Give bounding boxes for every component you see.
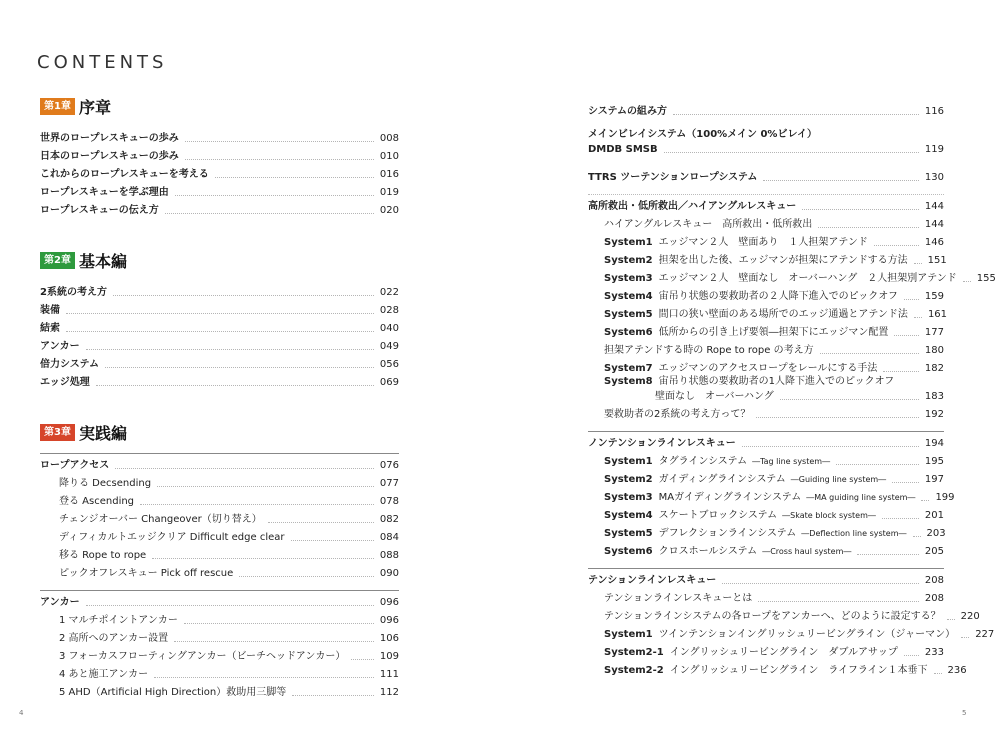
- toc-entry[interactable]: [40, 681, 399, 699]
- entry-label: [59, 567, 233, 580]
- page-number: 090: [379, 568, 399, 579]
- entry-text: アンカー: [40, 597, 80, 608]
- page-number: 144: [924, 201, 944, 212]
- entry-text: 間口の狭い壁面のある場所でのエッジ通過とアテンド法: [658, 309, 908, 320]
- entry-text: 担架を出した後、エッジマンが担架にアテンドする方法: [658, 255, 908, 266]
- page-number: 182: [924, 363, 944, 374]
- chapter-3-heading: [40, 421, 399, 443]
- chapter-2-entries: [40, 281, 399, 389]
- chapter-1-heading: [40, 95, 399, 117]
- entry-text: ガイディングラインシステム: [658, 474, 786, 485]
- page-number: 201: [924, 510, 944, 521]
- entry-label: [59, 668, 148, 681]
- rope-access-section: [40, 454, 399, 580]
- entry-label: [604, 290, 898, 303]
- entry-text: 低所からの引き上げ要領―担架下にエッジマン配置: [658, 327, 889, 338]
- page-number: 236: [947, 665, 967, 676]
- entry-label: TTRS ツーテンションロープシステム: [588, 172, 758, 183]
- entry-label: [59, 650, 345, 663]
- page-number: 084: [379, 532, 399, 543]
- system-id: System8: [604, 376, 653, 387]
- entry-label: [604, 236, 868, 249]
- page-number: 106: [379, 633, 399, 644]
- entry-text: 装備: [40, 305, 60, 316]
- toc-entry[interactable]: [588, 100, 944, 118]
- entry-text: ロープアクセス: [40, 460, 110, 471]
- high-angle-entries: [588, 213, 996, 375]
- entry-label: ノンテンションラインレスキュー: [588, 438, 736, 449]
- page-number: 119: [924, 144, 944, 155]
- entry-text: アンカー: [40, 341, 80, 352]
- page-number: 183: [924, 391, 944, 402]
- system-id: System4: [604, 510, 653, 521]
- system-id: System3: [604, 492, 653, 503]
- entry-label: システムの組み方: [588, 106, 667, 117]
- entry-text: テンションラインレスキューとは: [604, 593, 753, 604]
- toc-entry[interactable]: [40, 454, 399, 472]
- non-tension-entries: [588, 450, 955, 558]
- page-number: 112: [379, 687, 399, 698]
- entry-label: [40, 358, 99, 371]
- toc-entry[interactable]: [40, 490, 399, 508]
- entry-label: [59, 614, 178, 627]
- entry-label: [604, 491, 915, 504]
- page-number: 056: [379, 359, 399, 370]
- entry-text: タグラインシステム: [658, 456, 748, 467]
- system-id: System3: [604, 273, 653, 284]
- toc-entry[interactable]: [588, 432, 944, 450]
- entry-text: ロープレスキューを学ぶ理由: [40, 187, 169, 198]
- entry-label: [40, 322, 60, 335]
- page-number: 116: [924, 106, 944, 117]
- chapter-title: 序章: [78, 97, 111, 117]
- toc-entry[interactable]: [588, 213, 944, 231]
- toc-entry[interactable]: [40, 663, 399, 681]
- toc-entry[interactable]: [40, 281, 399, 299]
- entry-label: [604, 272, 957, 285]
- toc-entry[interactable]: [588, 166, 944, 184]
- page-folio-right: 5: [962, 709, 967, 717]
- toc-entry[interactable]: [588, 540, 944, 558]
- entry-text: テンションラインシステムの各ロープをアンカーへ、どのように設定する？: [604, 611, 941, 622]
- entry-text: 2系統の考え方: [40, 287, 107, 298]
- page-number: 205: [924, 546, 944, 557]
- anchor-section: [40, 591, 399, 699]
- entry-label: [604, 308, 908, 321]
- toc-entry[interactable]: [40, 199, 399, 217]
- page-number: 109: [379, 651, 399, 662]
- toc-entry[interactable]: [40, 145, 399, 163]
- page-number: 227: [975, 629, 995, 640]
- entry-label: [40, 304, 60, 317]
- entry-label: [604, 628, 955, 641]
- page-number: 197: [924, 474, 944, 485]
- entry-label: [604, 326, 888, 339]
- page-number: 022: [379, 287, 399, 298]
- entry-label: 宙吊り状態の要救助者の1人降下進入でのピックオフ: [658, 376, 895, 387]
- entry-text: エッジ処理: [40, 377, 90, 388]
- page-number: 096: [379, 597, 399, 608]
- toc-entry[interactable]: [588, 375, 944, 403]
- toc-entry[interactable]: [588, 504, 944, 522]
- entry-text: MAガイディングラインシステム: [658, 492, 802, 503]
- page-number: 040: [379, 323, 399, 334]
- entry-text: 日本のロープレスキューの歩み: [40, 151, 179, 162]
- toc-entry[interactable]: [588, 486, 955, 504]
- entry-label: 要救助者の2系統の考え方って？: [604, 409, 751, 420]
- toc-entry[interactable]: [40, 371, 399, 389]
- entry-label: [59, 531, 285, 544]
- entry-english: ―MA guiding line system―: [806, 493, 916, 502]
- entry-label: [40, 186, 169, 199]
- entry-label: [40, 168, 209, 181]
- page-title: CONTENTS: [37, 52, 168, 73]
- page-number: 096: [379, 615, 399, 626]
- toc-entry[interactable]: [40, 163, 399, 181]
- entry-label: [59, 686, 286, 699]
- chapter-badge: 第2章: [40, 252, 75, 269]
- entry-label-line2: 壁面なし オーバーハング: [655, 391, 774, 402]
- page-number: 208: [924, 593, 944, 604]
- page-number: 069: [379, 377, 399, 388]
- toc-entry[interactable]: [588, 468, 944, 486]
- system-id: System1: [604, 629, 653, 640]
- page-number: 082: [379, 514, 399, 525]
- page-number: 049: [379, 341, 399, 352]
- toc-entry[interactable]: [40, 181, 399, 199]
- toc-entry[interactable]: [40, 353, 399, 371]
- page-number: 180: [924, 345, 944, 356]
- system-id: System2: [604, 474, 653, 485]
- entry-label: [40, 340, 80, 353]
- toc-entry[interactable]: [588, 195, 944, 213]
- system-id: System7: [604, 363, 653, 374]
- toc-entry[interactable]: [588, 403, 944, 421]
- page-number: 020: [379, 205, 399, 216]
- entry-text: イングリッシュリービングライン ライフライン１本垂下: [669, 665, 928, 676]
- entry-label: [40, 132, 179, 145]
- entry-label: [40, 459, 109, 472]
- page-number: 008: [379, 133, 399, 144]
- page-number: 016: [379, 169, 399, 180]
- toc-entry[interactable]: [588, 623, 995, 641]
- entry-text: チェンジオーバー Changeover（切り替え）: [59, 514, 262, 525]
- page-number: 130: [924, 172, 944, 183]
- toc-entry[interactable]: [40, 508, 399, 526]
- entry-text: イングリッシュリービングライン ダブルアサップ: [669, 647, 898, 658]
- toc-right-column: [588, 100, 996, 677]
- toc-entry[interactable]: [40, 526, 399, 544]
- toc-entry[interactable]: [40, 609, 399, 627]
- entry-label: [604, 646, 898, 659]
- entry-english: ―Skate block system―: [782, 511, 876, 520]
- entry-text: クロスホールシステム: [658, 546, 758, 557]
- toc-entry[interactable]: [40, 472, 399, 490]
- entry-text: 4 あと施工アンカー: [59, 669, 149, 680]
- page-number: 144: [924, 219, 944, 230]
- page-number: 155: [976, 273, 996, 284]
- toc-entry[interactable]: [588, 231, 944, 249]
- toc-entry[interactable]: [40, 127, 399, 145]
- page-number: 077: [379, 478, 399, 489]
- entry-label: テンションラインレスキュー: [588, 575, 717, 586]
- page-folio-left: 4: [19, 709, 24, 717]
- entry-label-line2: DMDB SMSB: [588, 144, 658, 155]
- page-number: 028: [379, 305, 399, 316]
- entry-text: 1 マルチポイントアンカー: [59, 615, 178, 626]
- entry-text: 移る Rope to rope: [59, 550, 147, 561]
- entry-english: ―Guiding line system―: [790, 475, 887, 484]
- toc-entry[interactable]: [588, 285, 944, 303]
- toc-entry[interactable]: [588, 522, 944, 540]
- page-number: 159: [924, 291, 944, 302]
- entry-text: エッジマン２人 壁面あり １人担架アテンド: [658, 237, 868, 248]
- entry-text: ピックオフレスキュー Pick off rescue: [59, 568, 234, 579]
- toc-entry[interactable]: [588, 303, 948, 321]
- page-number: 111: [379, 669, 399, 680]
- entry-label: [604, 254, 908, 267]
- entry-label: [604, 218, 812, 231]
- entry-label: [604, 362, 877, 375]
- entry-label: [40, 376, 90, 389]
- entry-text: 降りる Decsending: [59, 478, 152, 489]
- entry-text: ディフィカルトエッジクリア Difficult edge clear: [59, 532, 285, 543]
- chapter-title: 基本編: [78, 251, 127, 271]
- page-number: 195: [924, 456, 944, 467]
- entry-label: [59, 549, 146, 562]
- entry-label: 高所救出・低所救出／ハイアングルレスキュー: [588, 201, 797, 212]
- page-number: 208: [924, 575, 944, 586]
- toc-entry[interactable]: [40, 317, 399, 335]
- entry-text: スケートブロックシステム: [658, 510, 778, 521]
- toc-entry[interactable]: [588, 128, 944, 156]
- entry-label: メインビレイシステム（100%メイン 0%ビレイ）: [588, 129, 817, 140]
- chapter-badge: 第3章: [40, 424, 75, 441]
- entry-english: ―Deflection line system―: [801, 529, 907, 538]
- system-id: System1: [604, 237, 653, 248]
- entry-text: 宙吊り状態の要救助者の２人降下進入でのピックオフ: [658, 291, 898, 302]
- entry-text: 2 高所へのアンカー設置: [59, 633, 169, 644]
- system-id: System1: [604, 456, 653, 467]
- toc-entry[interactable]: [588, 267, 996, 285]
- entry-label: [40, 204, 159, 217]
- entry-label: [40, 596, 80, 609]
- toc-entry[interactable]: [588, 569, 944, 587]
- entry-english: ―Cross haul system―: [762, 547, 852, 556]
- system-id: System2-2: [604, 665, 664, 676]
- entry-text: 登る Ascending: [59, 496, 135, 507]
- chapter-1-entries: [40, 127, 399, 217]
- page-number: 233: [924, 647, 944, 658]
- chapter-title: 実践編: [78, 423, 127, 443]
- entry-text: 5 AHD（Artificial High Direction）救助用三脚等: [59, 687, 287, 698]
- toc-entry[interactable]: [40, 544, 399, 562]
- entry-label: [59, 495, 134, 508]
- page-number: 151: [927, 255, 947, 266]
- entry-label: [604, 592, 752, 605]
- entry-label: [40, 150, 179, 163]
- toc-entry[interactable]: [40, 299, 399, 317]
- system-id: System2: [604, 255, 653, 266]
- toc-entry[interactable]: [588, 641, 944, 659]
- page-number: 161: [927, 309, 948, 320]
- entry-text: デフレクションラインシステム: [658, 528, 797, 539]
- page-number: 203: [926, 528, 946, 539]
- entry-label: [604, 527, 907, 540]
- page-number: 088: [379, 550, 399, 561]
- entry-label: [604, 664, 928, 677]
- entry-text: エッジマンのアクセスロープをレールにする手法: [658, 363, 878, 374]
- entry-label: [59, 513, 262, 526]
- toc-entry[interactable]: [40, 335, 399, 353]
- entry-label: [604, 344, 814, 357]
- page-number: 177: [924, 327, 944, 338]
- entry-label: [604, 455, 830, 468]
- entry-label: [59, 477, 151, 490]
- entry-text: 3 フォーカスフローティングアンカー（ビーチヘッドアンカー）: [59, 651, 346, 662]
- entry-text: 世界のロープレスキューの歩み: [40, 133, 179, 144]
- page-number: 220: [960, 611, 980, 622]
- entry-text: これからのロープレスキューを考える: [40, 169, 209, 180]
- page-number: 019: [379, 187, 399, 198]
- toc-entry[interactable]: [588, 450, 944, 468]
- toc-entry[interactable]: [588, 357, 944, 375]
- entry-text: 倍力システム: [40, 359, 99, 370]
- toc-left-column: [40, 95, 399, 699]
- toc-entry[interactable]: [40, 627, 399, 645]
- entry-text: エッジマン２人 壁面なし オーバーハング ２人担架別アテンド: [658, 273, 957, 284]
- entry-text: ハイアングルレスキュー 高所救出・低所救出: [604, 219, 813, 230]
- page-number: 010: [379, 151, 399, 162]
- entry-text: 担架アテンドする時の Rope to rope の考え方: [604, 345, 814, 356]
- entry-text: 結索: [40, 323, 60, 334]
- entry-label: [59, 632, 168, 645]
- entry-text: ツインテンションイングリッシュリービングライン（ジャーマン）: [658, 629, 956, 640]
- system-id: System4: [604, 291, 653, 302]
- toc-entry[interactable]: [588, 605, 980, 623]
- system-id: System6: [604, 327, 653, 338]
- entry-text: ロープレスキューの伝え方: [40, 205, 159, 216]
- entry-label: [604, 610, 941, 623]
- toc-entry[interactable]: [588, 249, 947, 267]
- entry-label: [604, 545, 851, 558]
- entry-label: [604, 473, 886, 486]
- toc-entry[interactable]: [40, 645, 399, 663]
- system-id: System5: [604, 309, 653, 320]
- tension-entries: [588, 587, 995, 677]
- page-number: 078: [379, 496, 399, 507]
- system-id: System6: [604, 546, 653, 557]
- page-number: 192: [924, 409, 944, 420]
- toc-entry[interactable]: [40, 562, 399, 580]
- system-id: System5: [604, 528, 653, 539]
- page-number: 194: [924, 438, 944, 449]
- entry-english: ―Tag line system―: [752, 457, 831, 466]
- system-id: System2-1: [604, 647, 664, 658]
- toc-entry[interactable]: [40, 591, 399, 609]
- toc-entry[interactable]: [588, 587, 944, 605]
- page-number: 199: [935, 492, 955, 503]
- chapter-badge: 第1章: [40, 98, 75, 115]
- entry-label: [40, 286, 107, 299]
- page-number: 146: [924, 237, 944, 248]
- entry-label: [604, 509, 876, 522]
- toc-entry[interactable]: [588, 321, 944, 339]
- toc-entry[interactable]: [588, 339, 944, 357]
- chapter-2-heading: [40, 249, 399, 271]
- toc-entry[interactable]: [588, 659, 967, 677]
- page-number: 076: [379, 460, 399, 471]
